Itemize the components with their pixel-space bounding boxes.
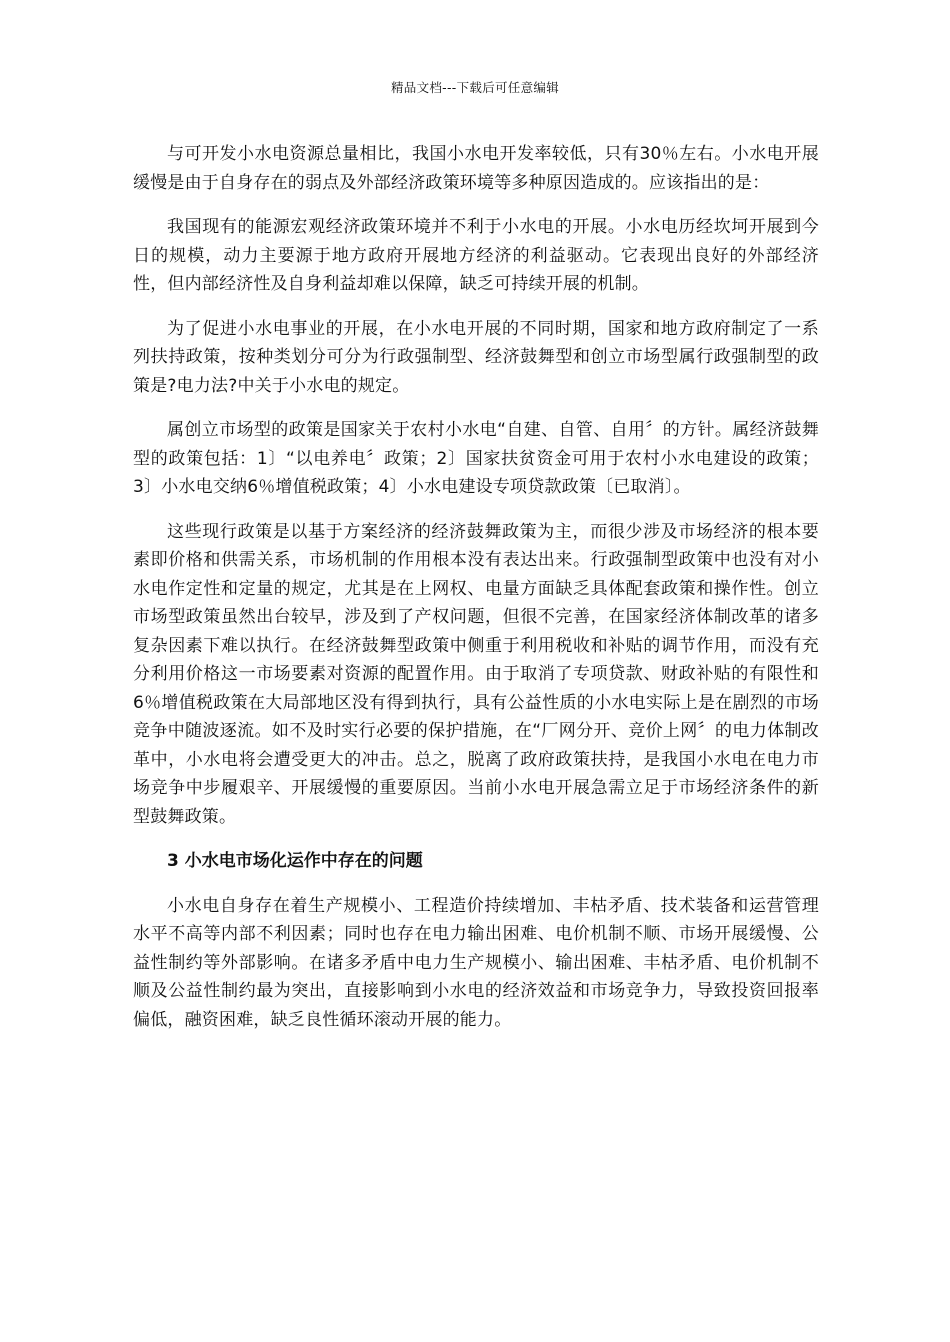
document-body	[133, 140, 819, 1050]
page-header: 精品文档---下载后可任意编辑	[390, 80, 560, 95]
paragraph-2: 我国现有的能源宏观经济政策环境并不利于小水电的开展。小水电历经坎坷开展到今日的规模，动力主要源于地方政府开展地方经济的利益驱动。它表现出良好的外部经济性，但内部经济性及自身利益却难以保障，缺乏可持续开展的机制。	[133, 217, 819, 294]
paragraph-5: 这些现行政策是以基于方案经济的经济鼓舞政策为主，而很少涉及市场经济的根本要素即价格和供需关系，市场机制的作用根本没有表达出来。行政强制型政策中也没有对小水电作定性和定量的规定，尤其是在上网权、电量方面缺乏具体配套政策和操作性。创立市场型政策虽然出台较早，涉及到了产权问题，但很不完善，在国家经济体制改革的诸多复杂因素下难以执行。在经济鼓舞型政策中侧重于利用税收和补贴的调节作用，而没有充分利用价格这一市场要素对资源的配置作用。由于取消了专项贷款、财政补贴的有限性和6％增值税政策在大局部地区没有得到执行，具有公益性质的小水电实际上是在剧烈的市场竞争中随波逐流。如不及时实行必要的保护措施，在“厂网分开、竞价上网〞的电力体制改革中，小水电将会遭受更大的冲击。总之，脱离了政府政策扶持，是我国小水电在电力市场竞争中步履艰辛、开展缓慢的重要原因。当前小水电开展急需立足于市场经济条件的新型鼓舞政策。	[133, 521, 819, 827]
paragraph-4: 属创立市场型的政策是国家关于农村小水电“自建、自管、自用〞的方针。属经济鼓舞型的政策包括：1〕“以电养电〞政策；2〕国家扶贫资金可用于农村小水电建设的政策；3〕小水电交纳6％增值税政策；4〕小水电建设专项贷款政策〔已取消〕。	[133, 420, 819, 497]
paragraph-3: 为了促进小水电事业的开展，在小水电开展的不同时期，国家和地方政府制定了一系列扶持政策，按种类划分可分为行政强制型、经济鼓舞型和创立市场型属行政强制型的政策是?电力法?中关于小水电的规定。	[133, 318, 819, 396]
paragraph-1: 与可开发小水电资源总量相比，我国小水电开发率较低，只有30％左右。小水电开展缓慢是由于自身存在的弱点及外部经济政策环境等多种原因造成的。应该指出的是：	[133, 144, 819, 193]
section-heading: 3 小水电市场化运作中存在的问题	[167, 851, 423, 871]
section-paragraph: 小水电自身存在着生产规模小、工程造价持续增加、丰枯矛盾、技术装备和运营管理水平不高等内部不利因素；同时也存在电力输出困难、电价机制不顺、市场开展缓慢、公益性制约等外部影响。在诸多矛盾中电力生产规模小、输出困难、丰枯矛盾、电价机制不顺及公益性制约最为突出，直接影响到小水电的经济效益和市场竞争力，导致投资回报率偏低，融资困难，缺乏良性循环滚动开展的能力。	[133, 895, 819, 1030]
